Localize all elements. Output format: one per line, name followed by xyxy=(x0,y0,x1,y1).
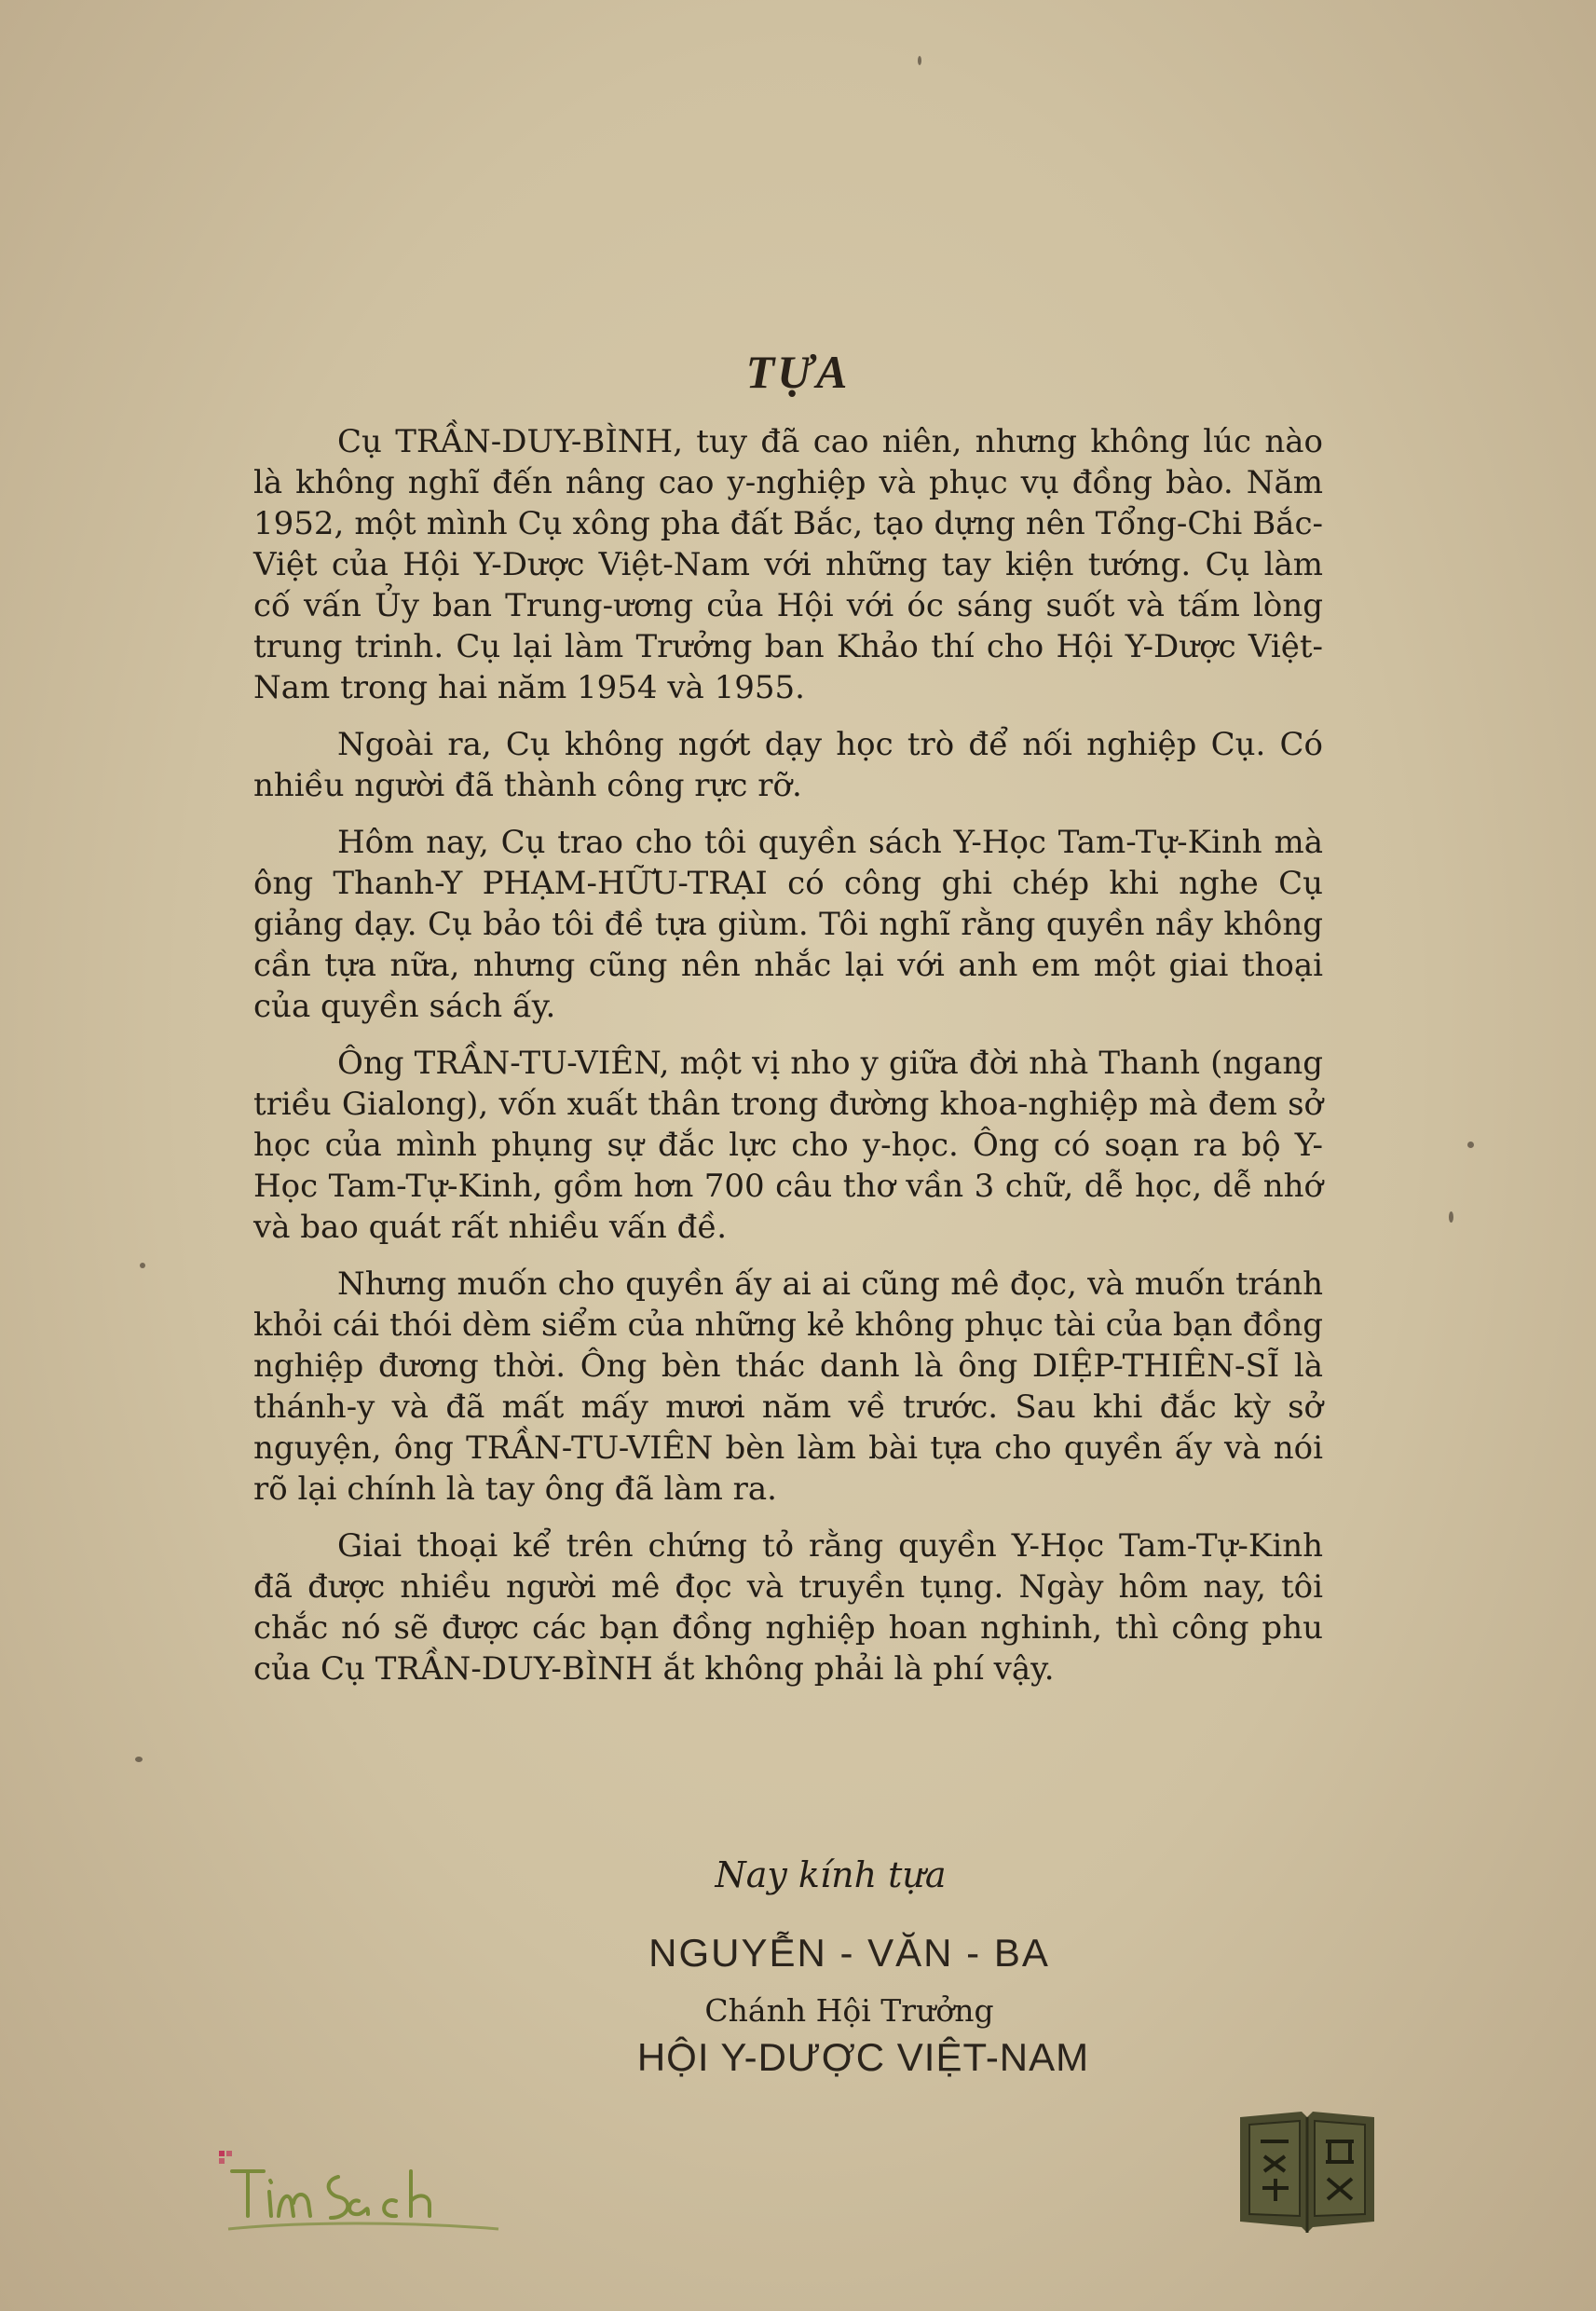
signature-role: Chánh Hội Trưởng xyxy=(704,1992,994,2029)
paragraph: Nhưng muốn cho quyền ấy ai ai cũng mê đọc, và muốn tránh khỏi cái thói dèm siểm của những kẻ không phục tài của bạn đồng nghiệp đương thời. Ông bèn thác danh là ông DIỆP-THIÊN-SĨ là thánh-y và đã mất mấy mươi năm về trước. Sau khi đắc kỳ sở nguyện, ông TRẦN-TU-VIÊN bèn làm bài tựa cho quyền ấy và nói rõ lại chính là tay ông đã làm ra. xyxy=(253,1265,1323,1508)
open-book-seal-icon xyxy=(1235,2104,1379,2239)
paragraph: Hôm nay, Cụ trao cho tôi quyền sách Y-Học Tam-Tự-Kinh mà ông Thanh-Y PHẠM-HỮU-TRẠI có công ghi chép khi nghe Cụ giảng dạy. Cụ bảo tôi đề tựa giùm. Tôi nghĩ rằng quyền nầy không cần tựa nữa, nhưng cũng nên nhắc lại với anh em một giai thoại của quyền sách ấy. xyxy=(253,824,1323,1025)
signature-organization: HỘI Y-DƯỢC VIỆT-NAM xyxy=(636,2035,1090,2079)
paragraph: Ông TRẦN-TU-VIÊN, một vị nho y giữa đời nhà Thanh (ngang triều Gialong), vốn xuất thân trong đường khoa-nghiệp mà đem sở học của mình phụng sự đắc lực cho y-học. Ông có soạn ra bộ Y-Học Tam-Tự-Kinh, gồm hơn 700 câu thơ vần 3 chữ, dễ học, dễ nhớ và bao quát rất nhiều vấn đề. xyxy=(253,1045,1323,1246)
paragraph: Giai thoại kể trên chứng tỏ rằng quyền Y-Học Tam-Tự-Kinh đã được nhiều người mê đọc và truyền tụng. Ngày hôm nay, tôi chắc nó sẽ được các bạn đồng nghiệp hoan nghinh, thì công phu của Cụ TRẦN-DUY-BÌNH ắt không phải là phí vậy. xyxy=(253,1527,1323,1688)
preface-body xyxy=(253,421,1323,1689)
page-title: TỰA xyxy=(745,346,851,398)
paragraph: Ngoài ra, Cụ không ngớt dạy học trò để nối nghiệp Cụ. Có nhiều người đã thành công rực rỡ. xyxy=(253,726,1323,804)
signature-closing: Nay kính tựa xyxy=(715,1854,947,1895)
paragraph: Cụ TRẦN-DUY-BÌNH, tuy đã cao niên, nhưng không lúc nào là không nghĩ đến nâng cao y-nghiệp và phục vụ đồng bào. Năm 1952, một mình Cụ xông pha đất Bắc, tạo dựng nên Tổng-Chi Bắc-Việt của Hội Y-Dược Việt-Nam với những tay kiện tướng. Cụ làm cố vấn Ủy ban Trung-ương của Hội với óc sáng suốt và tấm lòng trung trinh. Cụ lại làm Trưởng ban Khảo thí cho Hội Y-Dược Việt-Nam trong hai năm 1954 và 1955. xyxy=(253,423,1323,706)
tim-sach-watermark-logo xyxy=(219,2143,517,2246)
signature-name: NGUYỄN - VĂN - BA xyxy=(648,1931,1050,1975)
